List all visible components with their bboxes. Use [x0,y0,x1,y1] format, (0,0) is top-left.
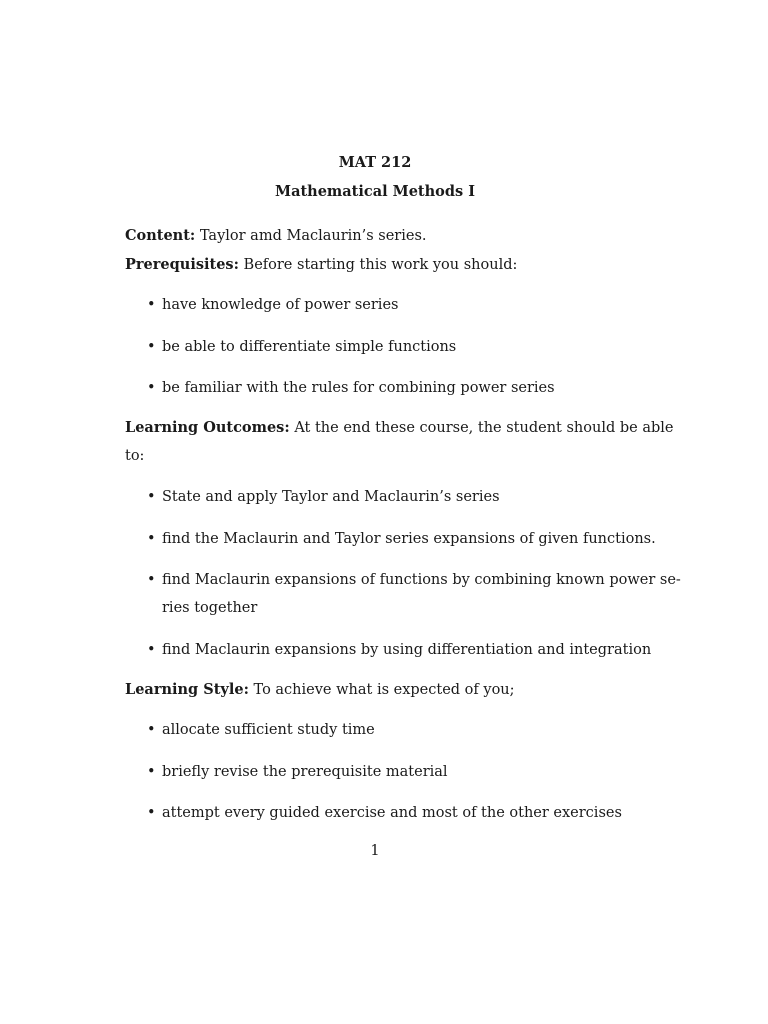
prerequisites-section [125,255,517,275]
learning-outcomes-label: Learning Outcomes: [125,419,290,436]
bullet-icon: • [147,805,156,821]
list-item: • find Maclaurin expansions by using differentiation and integration [147,642,652,658]
learning-style-text: To achieve what is expected of you; [253,682,515,698]
learning-outcomes-text-continued: to: [125,448,145,464]
list-item: • find the Maclaurin and Taylor series expansions of given functions. [147,531,656,547]
bullet-icon: • [147,531,156,547]
list-item: • attempt every guided exercise and most of the other exercises [147,805,622,821]
content-text: Taylor amd Maclaurin’s series. [199,228,427,244]
list-item: • be able to differentiate simple functions [147,339,457,355]
prerequisites-label: Prerequisites: [125,256,239,273]
learning-style-section [125,680,515,700]
bullet-icon: • [147,489,156,505]
list-item: • find Maclaurin expansions of functions by combining known power se- [147,572,681,588]
prerequisites-text: Before starting this work you should: [243,257,518,273]
page-number: 1 [370,843,380,859]
bullet-icon: • [147,722,156,738]
learning-style-label: Learning Style: [125,681,249,698]
course-title: Mathematical Methods I [275,183,475,200]
bullet-icon: • [147,380,156,396]
list-item: • State and apply Taylor and Maclaurin’s series [147,489,500,505]
list-item-continued: ries together [162,600,258,616]
list-item: • be familiar with the rules for combining power series [147,380,555,396]
list-item: • allocate sufficient study time [147,722,375,738]
bullet-icon: • [147,339,156,355]
bullet-icon: • [147,297,156,313]
learning-outcomes-text: At the end these course, the student should be able [294,420,674,436]
bullet-icon: • [147,764,156,780]
list-item: • have knowledge of power series [147,297,399,313]
content-section [125,226,427,246]
learning-outcomes-section [125,418,673,438]
list-item: • briefly revise the prerequisite material [147,764,448,780]
content-label: Content: [125,227,196,244]
bullet-icon: • [147,642,156,658]
bullet-icon: • [147,572,156,588]
course-code: MAT 212 [338,154,412,171]
